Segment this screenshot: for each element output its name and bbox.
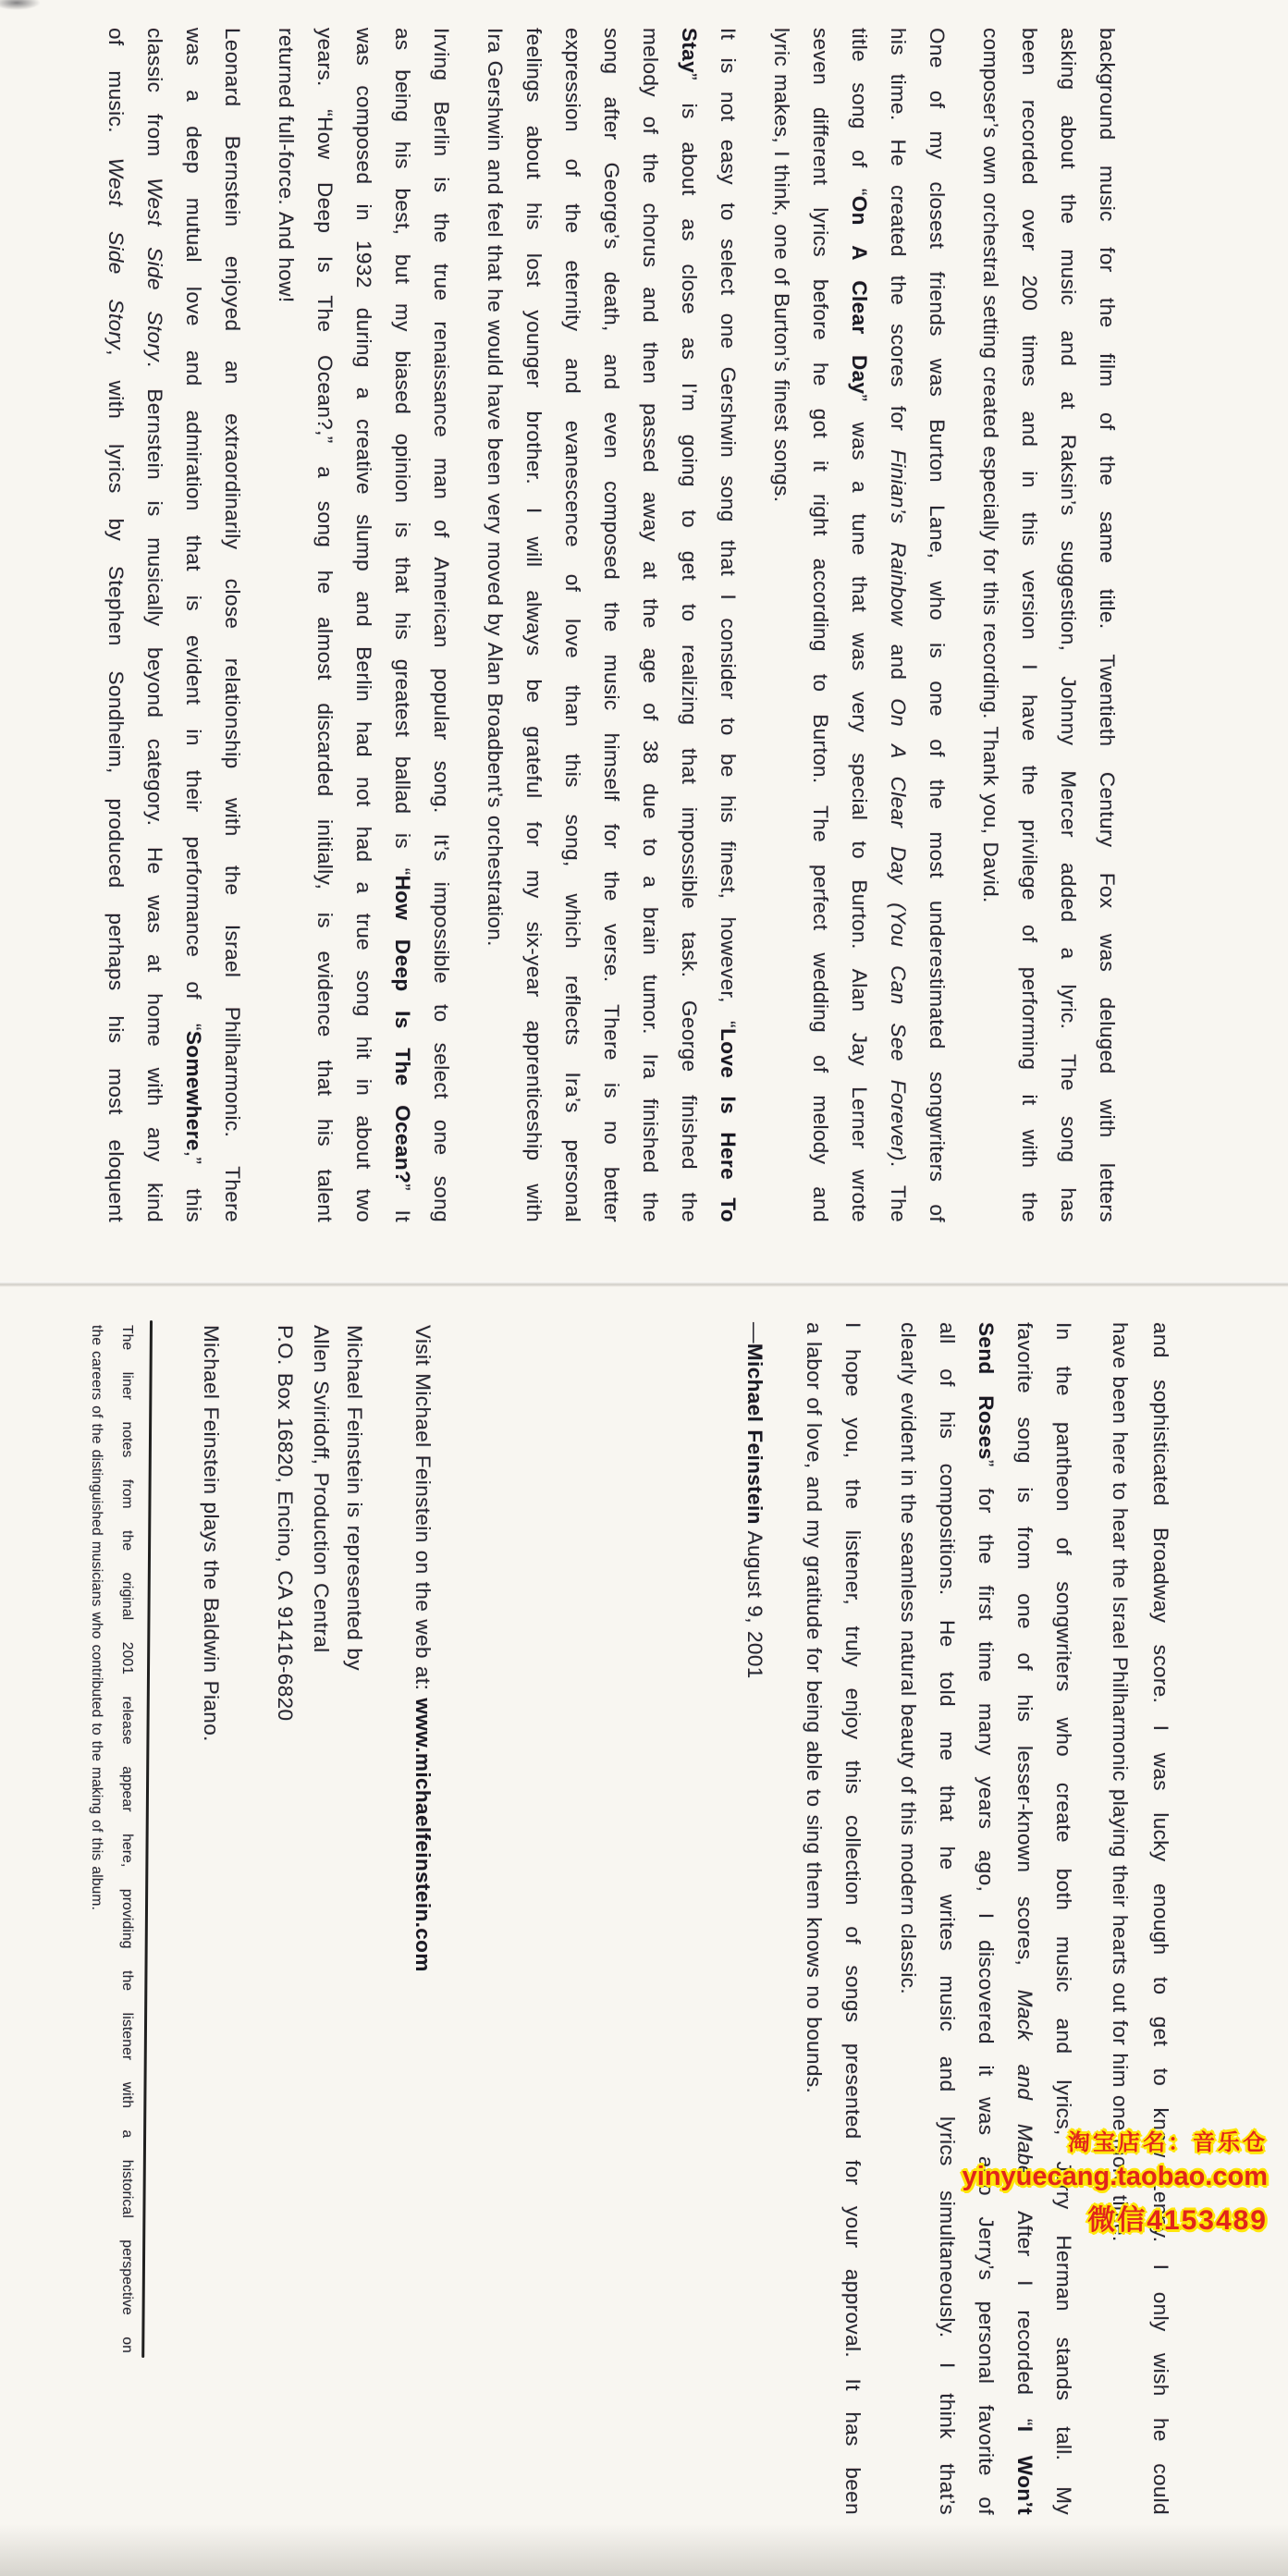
watermark-url: yinyuecang.taobao.com bbox=[962, 2162, 1268, 2191]
text-line bbox=[139, 28, 170, 1222]
text-line bbox=[882, 28, 914, 1222]
text-segment: feelings about his lost younger brother. I will always be grateful for my six-year apprenticeship with bbox=[522, 28, 546, 1222]
text-segment: August 9, 2001 bbox=[743, 1524, 767, 1679]
text-segment: Irving Berlin is the true renaissance man of American popular song. It’s impossible to select one song bbox=[430, 28, 453, 1222]
text-segment: asking about the music and at Raksin’s suggestion, Johnny Mercer added a lyric. The song has bbox=[1057, 28, 1080, 1222]
text-line bbox=[843, 28, 875, 1222]
text-line bbox=[970, 1322, 1001, 2515]
text-segment: — bbox=[743, 1322, 767, 1343]
text-segment: . The bbox=[887, 1160, 910, 1222]
text-segment: song after George’s death, and even composed the music himself for the verse. There is no better bbox=[600, 28, 623, 1222]
text-segment: Michael Feinstein bbox=[743, 1343, 767, 1525]
text-segment: ” It bbox=[391, 1184, 414, 1222]
text-segment: Mack and Mabel bbox=[1013, 1989, 1037, 2183]
text-segment: clearly evident in the seamless natural beauty of this modern classic. bbox=[897, 1322, 920, 1995]
text-line bbox=[1009, 1322, 1040, 2515]
text-segment: title song of “ bbox=[848, 28, 871, 196]
scan-corner-smudge bbox=[0, 0, 41, 10]
text-segment: . Bernstein is musically beyond category. He was at home with any kind bbox=[143, 362, 166, 1222]
text-segment: and bbox=[887, 625, 910, 699]
text-line bbox=[798, 1322, 829, 2093]
booklet-fold-seam bbox=[0, 1282, 1288, 1287]
text-segment: a labor of love, and my gratitude for being able to sing them knows no bounds. bbox=[803, 1322, 826, 2094]
representation-line bbox=[269, 1325, 301, 1721]
text-segment: Send Roses bbox=[975, 1322, 998, 1460]
text-segment: seven different lyrics before he got it right according to Burton. The perfect wedding of melody and bbox=[809, 28, 832, 1222]
text-segment: of music. bbox=[104, 28, 128, 158]
text-segment: www.michaelfeinstein.com bbox=[411, 1698, 435, 1972]
text-line bbox=[386, 28, 418, 1222]
watermark-wechat-id: 微信4153489 bbox=[1087, 2205, 1268, 2236]
text-segment: . After I recorded “ bbox=[1013, 2182, 1037, 2426]
fine-print-divider-rule bbox=[141, 1320, 152, 2358]
text-segment: years. “How Deep Is The Ocean?,” a song he almost discarded initially, is evidence that his talent bbox=[313, 28, 337, 1222]
text-line bbox=[931, 1322, 963, 2515]
text-segment: One of my closest friends was Burton Lane, who is one of the most underestimated songwriters of bbox=[926, 28, 949, 1222]
text-segment: as being his best, but my biased opinion is that his greatest ballad is “ bbox=[391, 28, 414, 876]
text-segment: classic from bbox=[143, 28, 166, 178]
text-segment: composer’s own orchestral setting created especially for this recording. Thank you, David. bbox=[979, 28, 1002, 903]
text-segment: was a deep mutual love and admiration that is evident in their performance of “ bbox=[182, 28, 205, 1031]
text-segment: How Deep Is The Ocean? bbox=[391, 875, 414, 1184]
text-segment: Visit Michael Feinstein on the web at: bbox=[411, 1325, 435, 1699]
scan-bottom-edge-shadow bbox=[0, 2524, 1288, 2576]
text-segment: returned full-force. And how! bbox=[275, 28, 298, 303]
text-line bbox=[921, 28, 952, 1222]
text-segment: Stay bbox=[678, 28, 701, 74]
signature-line bbox=[739, 1322, 770, 1679]
text-line bbox=[892, 1322, 924, 1994]
text-line bbox=[766, 28, 797, 502]
text-segment: ,” this bbox=[182, 1150, 205, 1223]
text-segment: Love Is Here To bbox=[717, 1028, 740, 1222]
text-segment: favorite song is from one of his lesser-known scores, bbox=[1013, 1322, 1037, 1990]
text-line bbox=[1052, 28, 1084, 1222]
representation-line bbox=[305, 1325, 337, 1653]
fine-print-line bbox=[84, 1325, 108, 1910]
text-segment: all of his compositions. He told me that he writes music and lyrics simultaneously. I think that’s bbox=[936, 1322, 959, 2515]
text-segment: Michael Feinstein is represented by bbox=[343, 1325, 366, 1671]
text-segment: Michael Feinstein plays the Baldwin Piano. bbox=[200, 1325, 223, 1742]
text-line bbox=[348, 28, 379, 1222]
text-segment: P.O. Box 16820, Encino, CA 91416-6820 bbox=[274, 1325, 297, 1722]
text-line bbox=[270, 28, 301, 303]
text-segment: lyric makes, I think, one of Burton’s finest songs. bbox=[770, 28, 793, 503]
text-line bbox=[634, 28, 666, 1222]
text-line bbox=[1104, 1322, 1135, 2242]
text-line bbox=[975, 28, 1006, 903]
text-segment: ” is about as close as I’m going to get to realizing that impossible task. George finished the bbox=[678, 73, 701, 1222]
text-line bbox=[673, 28, 705, 1222]
text-segment: It is not easy to select one Gershwin song that I consider to be his finest, however, “ bbox=[717, 28, 740, 1029]
text-line bbox=[595, 28, 627, 1222]
text-line bbox=[1048, 1322, 1079, 2515]
text-segment: melody of the chorus and then passed away at the age of 38 due to a brain tumor. Ira finished the bbox=[639, 28, 662, 1222]
text-segment: Somewhere bbox=[182, 1030, 205, 1151]
watermark-shop-name: 淘宝店名：音乐仓 bbox=[1068, 2130, 1268, 2155]
text-segment: Ira Gershwin and feel that he would have been very moved by Alan Broadbent’s orchestration. bbox=[484, 28, 507, 947]
text-line bbox=[425, 28, 457, 1222]
text-segment: expression of the eternity and evanescence of love than this song, which reflects Ira’s personal bbox=[561, 28, 584, 1222]
text-segment: the careers of the distinguished musicians who contributed to the making of this album. bbox=[89, 1325, 104, 1911]
text-segment: On A Clear Day bbox=[848, 195, 871, 395]
text-line bbox=[309, 28, 340, 1222]
text-line bbox=[479, 28, 510, 947]
text-segment: West Side Story bbox=[104, 157, 128, 350]
text-segment: The liner notes from the original 2001 release appear here, providing the listener with a historical perspective on bbox=[119, 1325, 135, 2353]
text-line bbox=[837, 1322, 868, 2515]
baldwin-piano-line bbox=[195, 1325, 227, 1742]
text-line bbox=[518, 28, 549, 1222]
text-line bbox=[804, 28, 836, 1222]
text-segment: ” was a tune that was very special to Burton. Alan Jay Lerner wrote bbox=[848, 394, 871, 1222]
text-segment: been recorded over 200 times and in this version I have the privilege of performing it with the bbox=[1018, 28, 1041, 1222]
text-segment: , with lyrics by Stephen Sondheim, produced perhaps his most eloquent bbox=[104, 350, 128, 1222]
text-segment: ” for the first time many years ago, I discovered it was also Jerry’s personal favorite of bbox=[975, 1459, 998, 2515]
text-line bbox=[712, 28, 743, 1222]
text-segment: background music for the film of the same title. Twentieth Century Fox was deluged with letters bbox=[1096, 28, 1119, 1222]
fine-print-line bbox=[115, 1325, 139, 2353]
text-line bbox=[1145, 1322, 1176, 2515]
text-line bbox=[1013, 28, 1045, 1222]
seller-watermark bbox=[963, 2124, 1268, 2238]
text-segment: and sophisticated Broadway score. I was lucky enough to get to know Lenny. I only wish he could bbox=[1149, 1322, 1172, 2515]
text-segment: In the pantheon of songwriters who create both music and lyrics, Jerry Herman stands tall. My bbox=[1052, 1322, 1075, 2515]
text-segment: I Won’t bbox=[1013, 2425, 1037, 2515]
text-line bbox=[100, 28, 131, 1222]
text-segment: West Side Story bbox=[143, 178, 166, 362]
text-line bbox=[1091, 28, 1122, 1222]
website-line bbox=[407, 1325, 438, 1972]
text-segment: Leonard Bernstein enjoyed an extraordinarily close relationship with the Israel Philharmonic. There bbox=[221, 28, 244, 1222]
text-segment: On A Clear Day (You Can See Forever) bbox=[887, 698, 910, 1161]
text-segment: Allen Sviridoff, Production Central bbox=[310, 1325, 333, 1653]
text-segment: have been here to hear the Israel Philharmonic playing their hearts out for him one more time. bbox=[1109, 1322, 1132, 2242]
text-segment: his time. He created the scores for bbox=[887, 28, 910, 450]
text-line bbox=[216, 28, 248, 1222]
text-line bbox=[178, 28, 209, 1222]
text-line bbox=[557, 28, 588, 1222]
text-segment: was composed in 1932 during a creative slump and Berlin had not had a true song hit in about two bbox=[352, 28, 375, 1222]
text-segment: Finian’s Rainbow bbox=[887, 449, 910, 626]
text-segment: I hope you, the listener, truly enjoy this collection of songs presented for your approval. It has been bbox=[841, 1322, 865, 2515]
representation-line bbox=[338, 1325, 370, 1671]
